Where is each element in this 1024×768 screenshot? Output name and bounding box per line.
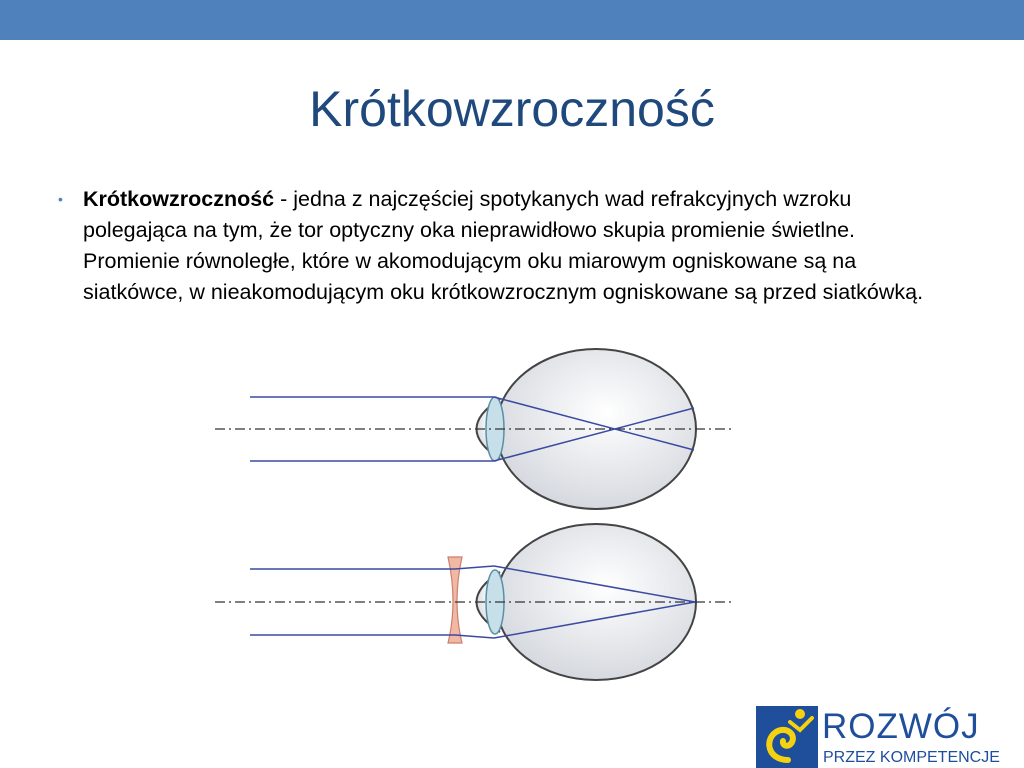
logo-text-main: ROZWÓJ [822,707,980,746]
rozwoj-logo [754,700,1024,768]
definition-block [58,184,938,308]
myopia-diagram [200,340,760,690]
definition-text: - jedna z najczęściej spotykanych wad refrakcyjnych wzroku polegająca na tym, że tor optyczny oka nieprawidłowo skupia promienie świetlne. Promienie równoległe, które w akomodującym oku miarowym ogniskowane są na siatkówce, w nieakomodującym oku krótkowzrocznym ogniskowane są przed siatkówką. [83,187,924,304]
concave-corrective-lens [448,557,462,643]
diverged-ray-bottom-upper [455,566,494,569]
slide-title: Krótkowzroczność [309,81,715,137]
definition-term: Krótkowzroczność [83,187,275,211]
bullet-icon: • [58,191,63,207]
logo-text-sub: PRZEZ KOMPETENCJE [823,749,1000,766]
definition-paragraph [83,184,938,308]
myopic-eye-diagram [215,349,735,509]
logo-figure-head-icon [795,709,805,719]
corrected-eye-diagram [215,524,735,680]
top-accent-bar [0,0,1024,40]
